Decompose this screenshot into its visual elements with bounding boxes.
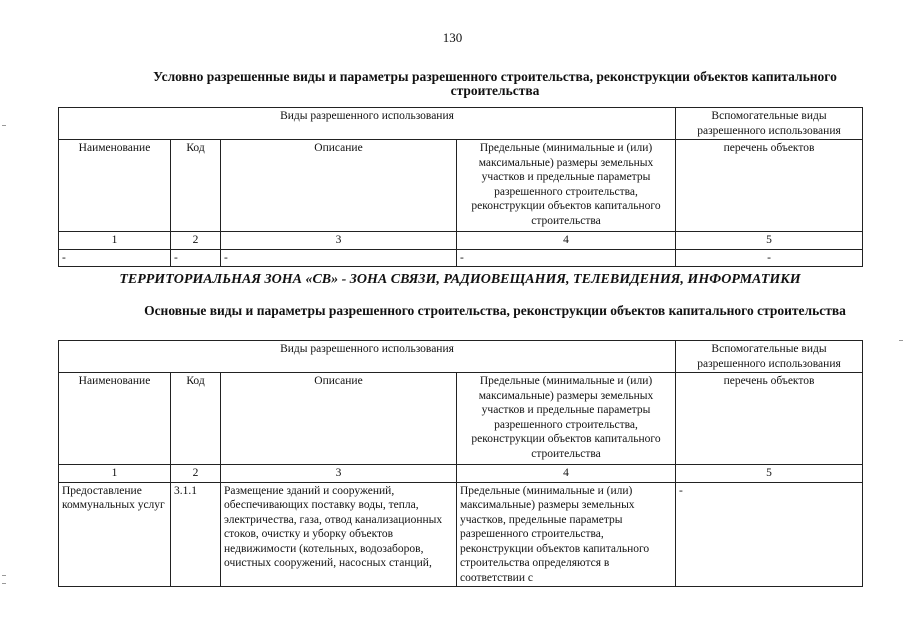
- column-number-cell: 5: [676, 232, 863, 250]
- row-name-cell: -: [59, 249, 171, 267]
- table-row: [59, 482, 863, 587]
- table-row: [59, 249, 863, 267]
- header-description-cell: Описание: [221, 140, 457, 232]
- column-number-cell: 5: [676, 465, 863, 483]
- header-group-row: [59, 341, 863, 373]
- header-group-row: [59, 108, 863, 140]
- scan-edge-mark: [899, 340, 903, 341]
- column-number-cell: 3: [221, 465, 457, 483]
- section2-heading: Основные виды и параметры разрешенного строительства, реконструкции объектов капитального строительства: [144, 303, 846, 318]
- header-aux-group-cell: Вспомогательные виды разрешенного использования: [676, 108, 863, 140]
- row-description-cell: Размещение зданий и сооружений, обеспечивающих поставку воды, тепла, электричества, газа, отвод канализационных стоков, очистку и уборку объектов недвижимости (котельных, водозаборов, очистных сооружений, насосных станций,: [221, 482, 457, 587]
- column-number-cell: 3: [221, 232, 457, 250]
- section1-heading: Условно разрешенные виды и параметры разрешенного строительства, реконструкции объектов капитального строительства: [153, 69, 837, 98]
- scan-edge-mark: [2, 583, 6, 584]
- row-params-cell: Предельные (минимальные и (или) максимальные) размеры земельных участков, предельные параметры разрешенного строительства, реконструкции объектов капитального строительства определяются в соответствии с: [457, 482, 676, 587]
- row-description-cell: -: [221, 249, 457, 267]
- row-name-cell: Предоставление коммунальных услуг: [59, 482, 171, 587]
- column-numbers-row: [59, 465, 863, 483]
- header-group-cell: Виды разрешенного использования: [59, 108, 676, 140]
- row-aux-cell: -: [676, 482, 863, 587]
- row-aux-cell: -: [676, 249, 863, 267]
- section1-table: [58, 107, 863, 267]
- header-description-cell: Описание: [221, 373, 457, 465]
- column-number-cell: 4: [457, 465, 676, 483]
- header-columns-row: [59, 140, 863, 232]
- header-aux-list-cell: перечень объектов: [676, 140, 863, 232]
- column-number-cell: 1: [59, 232, 171, 250]
- header-columns-row: [59, 373, 863, 465]
- row-code-cell: 3.1.1: [171, 482, 221, 587]
- header-name-cell: Наименование: [59, 373, 171, 465]
- header-aux-list-cell: перечень объектов: [676, 373, 863, 465]
- header-aux-group-cell: Вспомогательные виды разрешенного использования: [676, 341, 863, 373]
- header-group-cell: Виды разрешенного использования: [59, 341, 676, 373]
- page-number: 130: [442, 30, 463, 45]
- header-code-cell: Код: [171, 140, 221, 232]
- scan-edge-mark: [2, 125, 6, 126]
- scan-edge-mark: [2, 575, 6, 576]
- column-number-cell: 2: [171, 232, 221, 250]
- header-code-cell: Код: [171, 373, 221, 465]
- column-number-cell: 4: [457, 232, 676, 250]
- header-params-cell: Предельные (минимальные и (или) максимальные) размеры земельных участков и предельные параметры разрешенного строительства, реконструкции объектов капитального строительства: [457, 140, 676, 232]
- column-number-cell: 1: [59, 465, 171, 483]
- header-params-cell: Предельные (минимальные и (или) максимальные) размеры земельных участков и предельные параметры разрешенного строительства, реконструкции объектов капитального строительства: [457, 373, 676, 465]
- column-number-cell: 2: [171, 465, 221, 483]
- section2-table: [58, 340, 863, 587]
- column-numbers-row: [59, 232, 863, 250]
- header-name-cell: Наименование: [59, 140, 171, 232]
- row-params-cell: -: [457, 249, 676, 267]
- row-code-cell: -: [171, 249, 221, 267]
- zone-title: ТЕРРИТОРИАЛЬНАЯ ЗОНА «СВ» - ЗОНА СВЯЗИ, РАДИОВЕЩАНИЯ, ТЕЛЕВИДЕНИЯ, ИНФОРМАТИКИ: [119, 272, 801, 287]
